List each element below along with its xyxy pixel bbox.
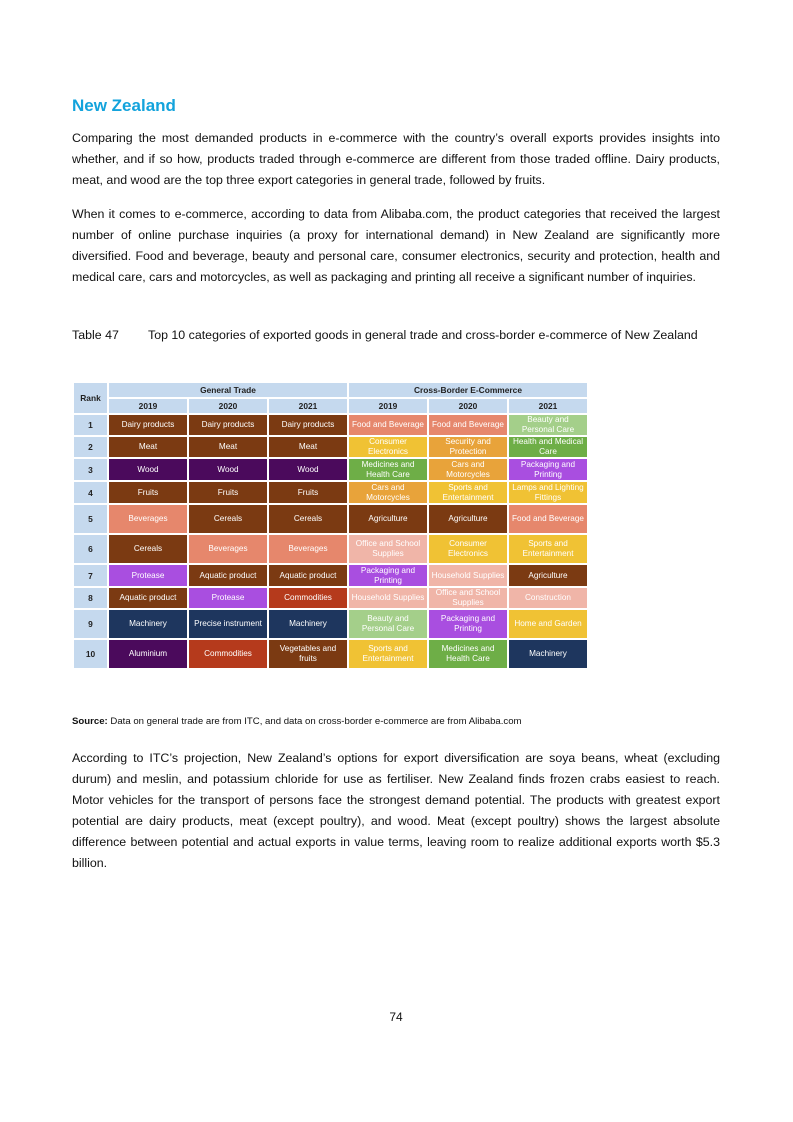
- category-cell: Machinery: [109, 610, 187, 638]
- category-cell: Wood: [189, 459, 267, 480]
- category-cell: Meat: [109, 437, 187, 457]
- rank-header: Rank: [74, 383, 107, 413]
- table-row: [74, 505, 587, 533]
- category-cell: Health and Medical Care: [509, 437, 587, 457]
- category-cell: Security and Protection: [429, 437, 507, 457]
- page-number: 74: [389, 1010, 403, 1024]
- source-text: Data on general trade are from ITC, and data on cross-border e-commerce are from Alibaba.com: [110, 716, 522, 727]
- table-row: [74, 565, 587, 586]
- category-cell: Aluminium: [109, 640, 187, 668]
- source-label: Source:: [72, 716, 108, 727]
- paragraph-intro: Comparing the most demanded products in e-commerce with the country’s overall exports provides insights into whether, and if so how, products traded through e-commerce are different from those traded offline. Dairy products, meat, and wood are the top three export categories in general trade, followed by fruits.: [72, 131, 720, 187]
- category-cell: Consumer Electronics: [349, 437, 427, 457]
- category-cell: Wood: [109, 459, 187, 480]
- category-cell: Fruits: [109, 482, 187, 503]
- table-row: [74, 640, 587, 668]
- category-cell: Machinery: [269, 610, 347, 638]
- category-cell: Sports and Entertainment: [429, 482, 507, 503]
- category-cell: Food and Beverage: [509, 505, 587, 533]
- category-cell: Cereals: [109, 535, 187, 563]
- ranking-table: [72, 381, 589, 670]
- category-cell: Household Supplies: [429, 565, 507, 586]
- category-cell: Beverages: [269, 535, 347, 563]
- category-cell: Cars and Motorcycles: [349, 482, 427, 503]
- section-title: New Zealand: [72, 96, 176, 115]
- category-cell: Aquatic product: [189, 565, 267, 586]
- category-cell: Cereals: [189, 505, 267, 533]
- year-header: 2021: [269, 399, 347, 413]
- category-cell: Beverages: [109, 505, 187, 533]
- category-cell: Fruits: [269, 482, 347, 503]
- year-header: 2019: [109, 399, 187, 413]
- category-cell: Packaging and Printing: [509, 459, 587, 480]
- category-cell: Beverages: [189, 535, 267, 563]
- category-cell: Meat: [189, 437, 267, 457]
- category-cell: Commodities: [189, 640, 267, 668]
- category-cell: Cars and Motorcycles: [429, 459, 507, 480]
- category-cell: Office and School Supplies: [429, 588, 507, 608]
- category-cell: Meat: [269, 437, 347, 457]
- table-caption-text: Top 10 categories of exported goods in general trade and cross-border e-commerce of New Zealand: [148, 328, 698, 342]
- category-cell: Construction: [509, 588, 587, 608]
- table-row: [74, 482, 587, 503]
- rank-cell: 2: [74, 437, 107, 457]
- category-cell: Aquatic product: [269, 565, 347, 586]
- rank-cell: 4: [74, 482, 107, 503]
- category-cell: Dairy products: [189, 415, 267, 435]
- rank-cell: 10: [74, 640, 107, 668]
- table-body: [74, 415, 587, 668]
- paragraph-ecommerce: When it comes to e-commerce, according to data from Alibaba.com, the product categories that received the largest number of online purchase inquiries (a proxy for international demand) in New Zealand are significantly more diversified. Food and beverage, beauty and personal care, consumer electronics, security and protection, health and medical care, cars and motorcycles, as well as packaging and printing all receive a significant number of inquiries.: [72, 207, 720, 284]
- category-cell: Packaging and Printing: [349, 565, 427, 586]
- group-header-cross-border: Cross-Border E-Commerce: [349, 383, 587, 397]
- table-row: [74, 459, 587, 480]
- category-cell: Agriculture: [349, 505, 427, 533]
- category-cell: Medicines and Health Care: [429, 640, 507, 668]
- category-cell: Protease: [189, 588, 267, 608]
- category-cell: Commodities: [269, 588, 347, 608]
- table-row: [74, 437, 587, 457]
- rank-cell: 6: [74, 535, 107, 563]
- category-cell: Sports and Entertainment: [509, 535, 587, 563]
- category-cell: Vegetables and fruits: [269, 640, 347, 668]
- rank-cell: 5: [74, 505, 107, 533]
- rank-cell: 8: [74, 588, 107, 608]
- category-cell: Protease: [109, 565, 187, 586]
- category-cell: Consumer Electronics: [429, 535, 507, 563]
- year-header: 2021: [509, 399, 587, 413]
- year-header: 2019: [349, 399, 427, 413]
- table-row: [74, 588, 587, 608]
- category-cell: Machinery: [509, 640, 587, 668]
- category-cell: Beauty and Personal Care: [509, 415, 587, 435]
- category-cell: Agriculture: [509, 565, 587, 586]
- category-cell: Beauty and Personal Care: [349, 610, 427, 638]
- table-row: [74, 610, 587, 638]
- group-header-general-trade: General Trade: [109, 383, 347, 397]
- category-cell: Fruits: [189, 482, 267, 503]
- year-header: 2020: [189, 399, 267, 413]
- table-caption-label: Table 47: [72, 328, 119, 342]
- table-row: [74, 415, 587, 435]
- category-cell: Food and Beverage: [349, 415, 427, 435]
- year-header: 2020: [429, 399, 507, 413]
- category-cell: Sports and Entertainment: [349, 640, 427, 668]
- category-cell: Dairy products: [109, 415, 187, 435]
- table-row: [74, 535, 587, 563]
- rank-cell: 1: [74, 415, 107, 435]
- category-cell: Cereals: [269, 505, 347, 533]
- paragraph-itc-projection: According to ITC’s projection, New Zealand’s options for export diversification are soya beans, wheat (excluding durum) and meslin, and potassium chloride for use as fertiliser. New Zealand finds frozen crabs easiest to reach. Motor vehicles for the transport of persons face the strongest demand potential. The products with greatest export potential are dairy products, meat (except poultry), and wood. Meat (except poultry) shows the largest absolute difference between potential and actual exports in value terms, leaving room to realize additional exports worth $5.3 billion.: [72, 751, 720, 870]
- category-cell: Home and Garden: [509, 610, 587, 638]
- table-source: [72, 716, 522, 727]
- category-cell: Dairy products: [269, 415, 347, 435]
- category-cell: Agriculture: [429, 505, 507, 533]
- category-cell: Lamps and Lighting Fittings: [509, 482, 587, 503]
- category-cell: Precise instrument: [189, 610, 267, 638]
- category-cell: Wood: [269, 459, 347, 480]
- rank-cell: 3: [74, 459, 107, 480]
- rank-cell: 7: [74, 565, 107, 586]
- category-cell: Medicines and Health Care: [349, 459, 427, 480]
- category-cell: Office and School Supplies: [349, 535, 427, 563]
- category-cell: Aquatic product: [109, 588, 187, 608]
- rank-cell: 9: [74, 610, 107, 638]
- category-cell: Household Supplies: [349, 588, 427, 608]
- category-cell: Food and Beverage: [429, 415, 507, 435]
- category-cell: Packaging and Printing: [429, 610, 507, 638]
